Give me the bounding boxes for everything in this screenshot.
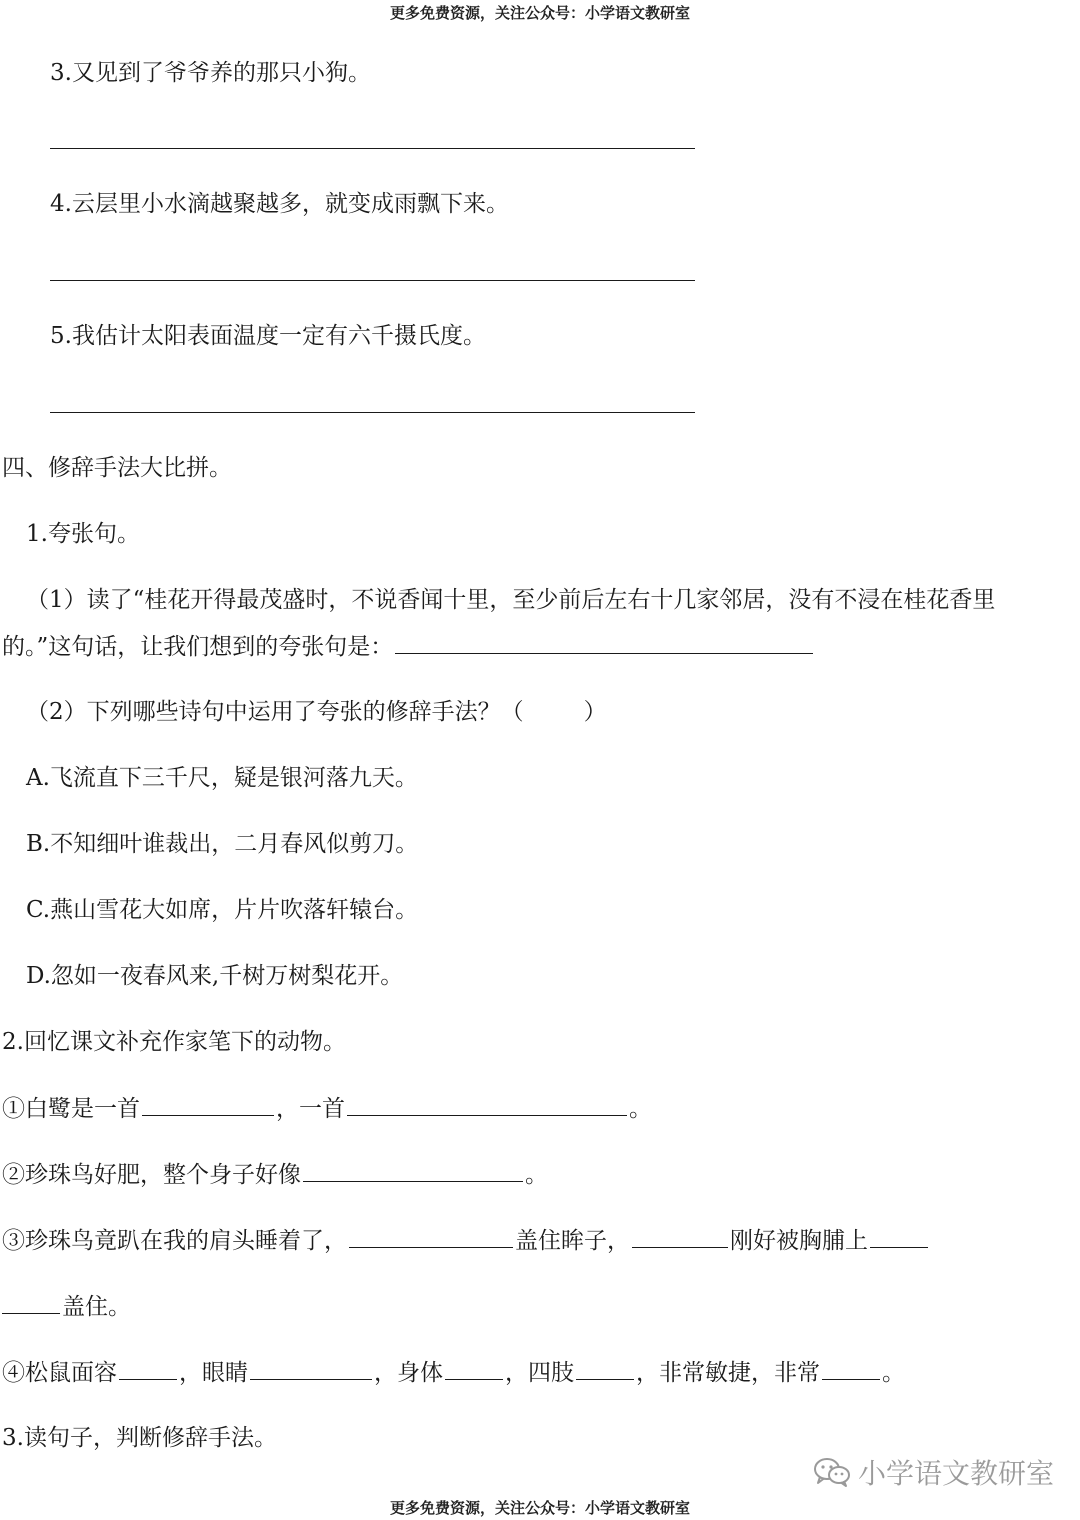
q2-item-1-blank-a[interactable] <box>142 1093 274 1116</box>
q2-item-4-text-d: ，四肢 <box>505 1360 574 1386</box>
q2-item-3-blank-d[interactable] <box>2 1291 60 1314</box>
q2-item-3-continued <box>2 1291 131 1322</box>
q2-item-2 <box>2 1159 548 1190</box>
q2-item-4-blank-a[interactable] <box>119 1357 177 1380</box>
section-4-title: 四、修辞手法大比拼。 <box>2 455 232 481</box>
q3-title: 3.读句子，判断修辞手法。 <box>2 1425 277 1451</box>
q2-item-4 <box>2 1357 905 1388</box>
q2-item-2-text-b: 。 <box>525 1162 548 1188</box>
q2-item-2-blank-a[interactable] <box>303 1159 523 1182</box>
q1-sub1-line2 <box>2 631 815 662</box>
option-c: C.燕山雪花大如席，片片吹落轩辕台。 <box>26 897 419 923</box>
q2-item-3-blank-a[interactable] <box>349 1225 513 1248</box>
wechat-icon <box>812 1456 852 1488</box>
q2-item-4-text-e: ，非常敏捷，非常 <box>636 1360 820 1386</box>
q2-item-4-blank-e[interactable] <box>822 1357 880 1380</box>
q2-item-1-blank-b[interactable] <box>347 1093 627 1116</box>
q2-item-4-text-b: ，眼睛 <box>179 1360 248 1386</box>
q2-item-1 <box>2 1093 652 1124</box>
q2-item-3-text-c: 刚好被胸脯上 <box>730 1228 868 1254</box>
q2-item-4-text-c: ，身体 <box>374 1360 443 1386</box>
q1-sub1-text: 的。”这句话，让我们想到的夸张句是： <box>2 634 394 660</box>
q2-item-3-blank-c[interactable] <box>870 1225 928 1248</box>
q2-item-1-text-a: ①白鹭是一首 <box>2 1096 140 1122</box>
q1-sub1-blank[interactable] <box>395 631 813 654</box>
q2-item-1-text-c: 。 <box>629 1096 652 1122</box>
q1-title: 1.夸张句。 <box>26 521 140 547</box>
question-4: 4.云层里小水滴越聚越多，就变成雨飘下来。 <box>50 191 509 217</box>
answer-line-4 <box>50 280 695 281</box>
question-3: 3.又见到了爷爷养的那只小狗。 <box>50 60 371 86</box>
q2-title: 2.回忆课文补充作家笔下的动物。 <box>2 1029 346 1055</box>
option-a: A.飞流直下三千尺，疑是银河落九天。 <box>26 765 418 791</box>
q1-sub2 <box>26 697 607 727</box>
answer-line-5 <box>50 412 695 413</box>
q1-sub2-close: ） <box>583 699 607 725</box>
q2-item-3-text-d: 盖住。 <box>62 1294 131 1320</box>
q2-item-3 <box>2 1225 930 1256</box>
answer-line-3 <box>50 148 695 149</box>
page-header: 更多免费资源，关注公众号：小学语文教研室 <box>389 4 690 22</box>
page-footer: 更多免费资源，关注公众号：小学语文教研室 <box>389 1499 690 1517</box>
q2-item-4-blank-d[interactable] <box>576 1357 634 1380</box>
q2-item-4-blank-b[interactable] <box>250 1357 372 1380</box>
q2-item-4-text-a: ④松鼠面容 <box>2 1360 117 1386</box>
option-d: D.忽如一夜春风来,千树万树梨花开。 <box>26 963 404 989</box>
q1-sub2-text: （2）下列哪些诗句中运用了夸张的修辞手法？（ <box>26 699 524 725</box>
question-5: 5.我估计太阳表面温度一定有六千摄氏度。 <box>50 323 486 349</box>
option-b: B.不知细叶谁裁出，二月春风似剪刀。 <box>26 831 419 857</box>
q2-item-2-text-a: ②珍珠鸟好肥，整个身子好像 <box>2 1162 301 1188</box>
q2-item-3-blank-b[interactable] <box>632 1225 728 1248</box>
q2-item-1-text-b: ，一首 <box>276 1096 345 1122</box>
watermark-text: 小学语文教研室 <box>858 1457 1055 1490</box>
q1-sub1-line1: （1）读了“桂花开得最茂盛时，不说香闻十里，至少前后左右十几家邻居，没有不浸在桂花香里 <box>26 587 996 613</box>
q2-item-4-blank-c[interactable] <box>445 1357 503 1380</box>
q2-item-4-text-f: 。 <box>882 1360 905 1386</box>
q2-item-3-text-a: ③珍珠鸟竟趴在我的肩头睡着了， <box>2 1228 347 1254</box>
watermark <box>812 1452 1054 1492</box>
q2-item-3-text-b: 盖住眸子， <box>515 1228 630 1254</box>
